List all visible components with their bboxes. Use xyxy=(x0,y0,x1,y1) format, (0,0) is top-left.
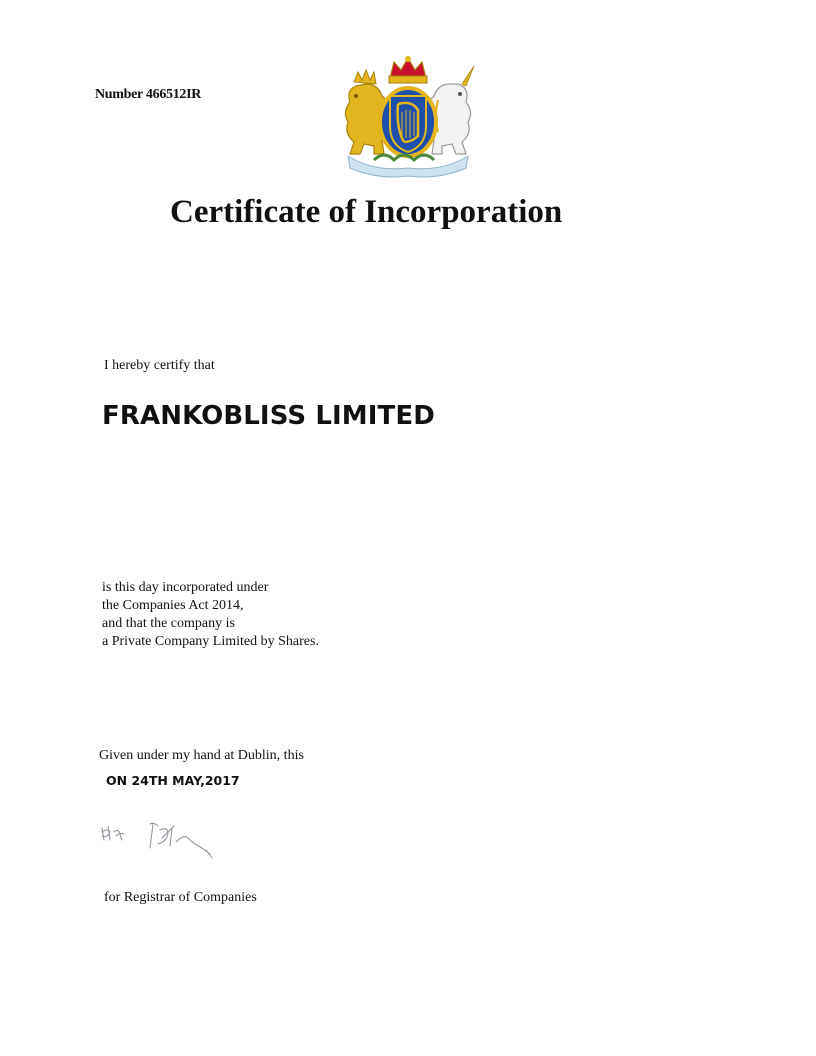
coat-of-arms-icon xyxy=(334,56,482,180)
incorporation-statement xyxy=(102,579,319,651)
given-line: Given under my hand at Dublin, this xyxy=(99,748,304,763)
handwritten-signature-icon xyxy=(98,818,216,860)
company-name: FRANKOBLISS LIMITED xyxy=(102,401,435,431)
statement-line: a Private Company Limited by Shares. xyxy=(102,634,319,649)
certificate-number: Number 466512IR xyxy=(95,87,202,102)
registrar-line: for Registrar of Companies xyxy=(104,890,257,905)
statement-line: the Companies Act 2014, xyxy=(102,598,244,613)
statement-line: is this day incorporated under xyxy=(102,580,269,595)
statement-line: and that the company is xyxy=(102,616,235,631)
incorporation-date: ON 24TH MAY,2017 xyxy=(106,773,240,788)
certificate-title: Certificate of Incorporation xyxy=(170,194,563,230)
certify-line: I hereby certify that xyxy=(104,358,215,373)
